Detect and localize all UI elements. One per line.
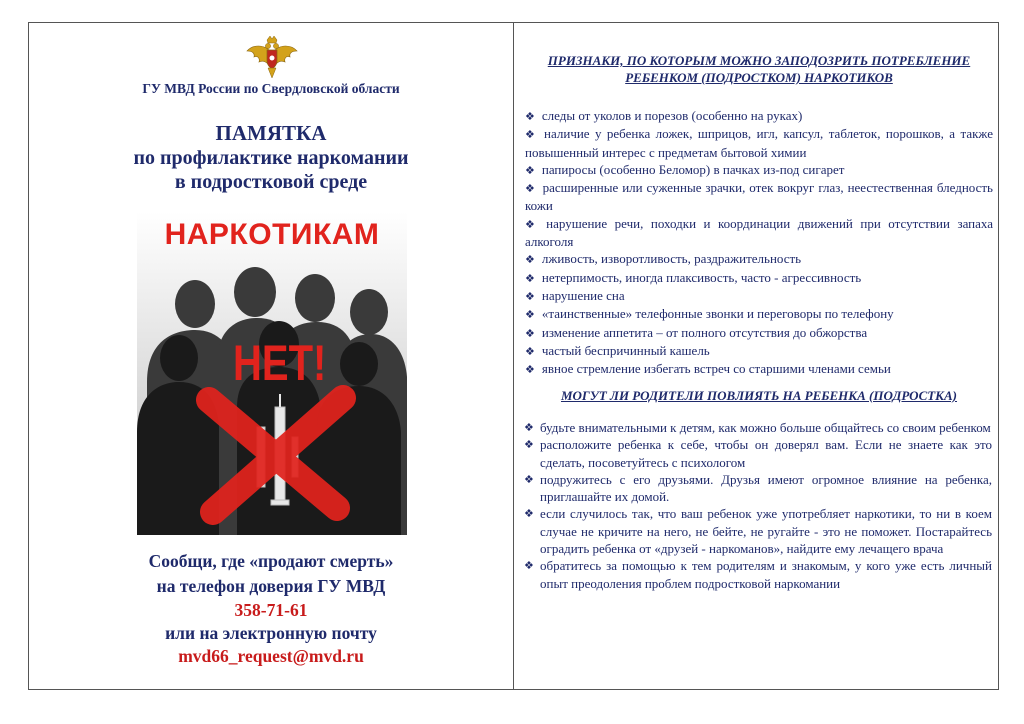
list-item-text: «таинственные» телефонные звонки и переговоры по телефону — [541, 306, 894, 322]
list-item — [525, 215, 993, 251]
memo-title: ПАМЯТКА — [215, 121, 327, 145]
list-item-text: обратитесь за помощью к тем родителям и знакомым, у кого уже есть личный опыт преодоления проблем подростковой наркомании — [540, 558, 992, 591]
list-item — [525, 360, 993, 378]
callout-line1: Сообщи, где «продают смерть» — [148, 551, 394, 571]
list-item-text: лживость, изворотливость, раздражительность — [541, 251, 802, 267]
eagle-emblem-icon — [246, 35, 298, 79]
diamond-bullet-icon: ❖ — [525, 326, 535, 340]
list-item-text: если случилось так, что ваш ребенок уже употребляет наркотики, то ни в коем случае не кричите на него, не бейте, не ругайте - это не поможет. Постарайтесь оградить ребенка от «друзей - наркоманов», найдите ему лечащего врача — [540, 506, 992, 557]
diamond-bullet-icon: ❖ — [525, 271, 535, 285]
list-item-text: расширенные или суженные зрачки, отек вокруг глаз, неестественная бледность кожи — [525, 180, 993, 214]
list-item — [525, 161, 993, 179]
contact-email[interactable]: mvd66_request@mvd.ru — [178, 646, 364, 666]
anti-drug-poster — [137, 212, 407, 535]
list-item — [525, 269, 993, 287]
memo-subtitle-line1: по профилактике наркомании — [133, 147, 409, 169]
list-item-text: подружитесь с его друзьями. Друзья имеют огромное влияние на ребенка, приглашайте их домой. — [540, 471, 992, 505]
list-item-text: явное стремление избегать встреч со старшими членами семьи — [541, 361, 891, 377]
callout-line2: на телефон доверия ГУ МВД — [156, 576, 386, 596]
poster-no-text: НЕТ! — [233, 336, 327, 391]
list-item — [524, 471, 992, 506]
list-item-text: следы от уколов и порезов (особенно на руках) — [541, 108, 803, 123]
organization-name: ГУ МВД России по Свердловской области — [142, 81, 400, 96]
signs-section-title: ПРИЗНАКИ, ПО КОТОРЫМ МОЖНО ЗАПОДОЗРИТЬ ПОТРЕБЛЕНИЕ РЕБЕНКОМ (ПОДРОСТКОМ) НАРКОТИКОВ — [547, 53, 971, 85]
list-item-text: расположите ребенка к себе, чтобы он доверял вам. Если не знаете как это сделать, посоветуйтесь с психологом — [540, 437, 992, 470]
list-item — [524, 557, 992, 592]
list-item — [525, 324, 993, 342]
callout-line3: или на электронную почту — [165, 623, 377, 643]
list-item — [525, 305, 993, 323]
diamond-bullet-icon: ❖ — [525, 217, 540, 231]
diamond-bullet-icon: ❖ — [525, 344, 535, 358]
list-item — [524, 505, 992, 557]
list-item-text: будьте внимательными к детям, как можно больше общайтесь со своим ребенком — [540, 420, 991, 435]
diamond-bullet-icon: ❖ — [525, 163, 535, 177]
right-panel — [514, 23, 999, 689]
memo-subtitle-line2: в подростковой среде — [174, 171, 368, 193]
signs-list — [525, 107, 993, 378]
poster-headline: НАРКОТИКАМ — [164, 218, 380, 251]
diamond-bullet-icon: ❖ — [524, 472, 534, 486]
diamond-bullet-icon: ❖ — [525, 363, 535, 377]
list-item-text: нарушение речи, походки и координации движений при отсутствии запаха алкоголя — [525, 215, 993, 250]
diamond-bullet-icon: ❖ — [525, 308, 535, 322]
list-item — [525, 107, 993, 125]
list-item — [525, 287, 993, 305]
diamond-bullet-icon: ❖ — [524, 421, 534, 434]
list-item-text: папиросы (особенно Беломор) в пачках из-под сигарет — [541, 161, 845, 177]
diamond-bullet-icon: ❖ — [525, 128, 538, 142]
list-item-text: нетерпимость, иногда плаксивость, часто - агрессивность — [541, 269, 862, 285]
list-item-text: изменение аппетита – от полного отсутствия до обжорства — [541, 324, 868, 340]
diamond-bullet-icon: ❖ — [524, 507, 534, 521]
list-item — [524, 436, 992, 471]
diamond-bullet-icon: ❖ — [525, 182, 536, 196]
diamond-bullet-icon: ❖ — [525, 110, 535, 123]
parents-section-title: МОГУТ ЛИ РОДИТЕЛИ ПОВЛИЯТЬ НА РЕБЕНКА (ПОДРОСТКА) — [560, 388, 958, 403]
left-panel — [29, 23, 513, 689]
diamond-bullet-icon: ❖ — [525, 289, 535, 303]
diamond-bullet-icon: ❖ — [524, 559, 534, 573]
list-item — [525, 250, 993, 268]
list-item-text: частый беспричинный кашель — [541, 342, 710, 358]
diamond-bullet-icon: ❖ — [524, 438, 534, 452]
diamond-bullet-icon: ❖ — [525, 253, 535, 267]
list-item-text: наличие у ребенка ложек, шприцов, игл, капсул, таблеток, порошков, а также повышенный интерес с предметам бытовой химии — [525, 126, 993, 160]
list-item-text: нарушение сна — [541, 287, 625, 303]
list-item — [525, 179, 993, 215]
advice-list — [524, 419, 992, 592]
list-item — [525, 342, 993, 360]
list-item — [524, 419, 992, 436]
list-item — [525, 125, 993, 161]
hotline-phone[interactable]: 358-71-61 — [234, 600, 308, 620]
